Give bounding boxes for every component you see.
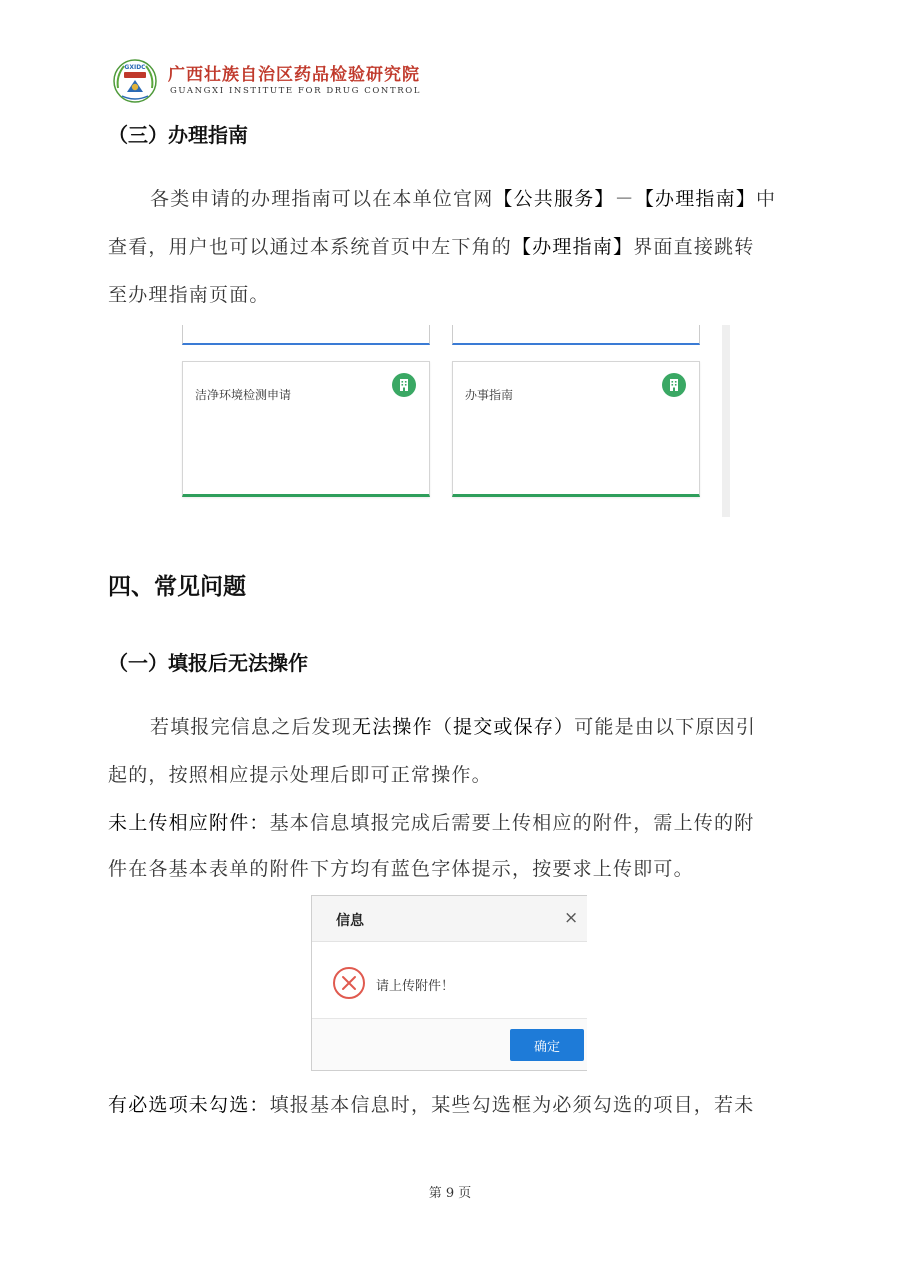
card-label: 洁净环境检测申请 (195, 388, 292, 402)
institute-logo-icon (112, 58, 158, 104)
cards-screenshot (178, 325, 730, 517)
highlight-run: 【办理指南】 (512, 236, 634, 258)
dialog-message: 请上传附件！ (376, 979, 455, 994)
institute-name-en: GUANGXI INSTITUTE FOR DRUG CONTROL (170, 86, 422, 96)
text-run: 查看，用户也可以通过本系统首页中左下角的 (108, 236, 513, 258)
text-run: 若填报完信息之后发现 (150, 716, 353, 738)
section-heading-guide: （三）办理指南 (108, 123, 248, 147)
highlight-run: 无法操作（提交或保存） (352, 716, 575, 738)
svg-text:GXIDC: GXIDC (124, 64, 146, 71)
scrollbar[interactable] (722, 325, 730, 517)
highlight-run: 【公共服务】 (493, 188, 615, 210)
paragraph-line (108, 271, 270, 319)
text-run: 件在各基本表单的附件下方均有蓝色字体提示，按要求上传即可。 (108, 858, 694, 880)
text-run: 中 (756, 188, 777, 210)
item-title: 有必选项未勾选： (108, 1094, 270, 1116)
page-number: 第 9 页 (428, 1186, 472, 1201)
text-run: 起的，按照相应提示处理后即可正常操作。 (108, 764, 492, 786)
text-run: － (614, 188, 635, 210)
info-dialog (311, 895, 587, 1071)
text-run: 基本信息填报完成后需要上传相应的附件，需上传的附 (269, 812, 755, 834)
item-title: 未上传相应附件： (108, 812, 270, 834)
section-heading-faq: 四、常见问题 (108, 574, 246, 600)
institute-name-cn: 广西壮族自治区药品检验研究院 (168, 65, 420, 85)
text-run: 填报基本信息时，某些勾选框为必须勾选的项目，若未 (269, 1094, 755, 1116)
text-run: 至办理指南页面。 (108, 284, 270, 306)
building-icon (392, 373, 416, 397)
paragraph-line (150, 175, 776, 223)
building-icon (662, 373, 686, 397)
paragraph-line (108, 1081, 754, 1129)
card-partial-top (182, 325, 430, 345)
card-service-guide[interactable] (452, 361, 700, 497)
error-icon (332, 966, 366, 1000)
paragraph-line (108, 799, 754, 847)
card-label: 办事指南 (465, 388, 514, 402)
paragraph-line (108, 751, 492, 799)
paragraph-line (108, 845, 694, 893)
close-icon[interactable]: × (564, 908, 579, 928)
card-partial-top (452, 325, 700, 345)
sub-heading-cannot-operate: （一）填报后无法操作 (108, 651, 308, 675)
confirm-button[interactable]: 确定 (510, 1029, 584, 1061)
text-run: 界面直接跳转 (633, 236, 755, 258)
paragraph-line (150, 703, 756, 751)
highlight-run: 【办理指南】 (634, 188, 757, 210)
text-run: 各类申请的办理指南可以在本单位官网 (150, 188, 494, 210)
dialog-title: 信息 (336, 913, 364, 929)
card-clean-environment[interactable] (182, 361, 430, 497)
paragraph-line (108, 223, 754, 271)
text-run: 可能是由以下原因引 (574, 716, 757, 738)
